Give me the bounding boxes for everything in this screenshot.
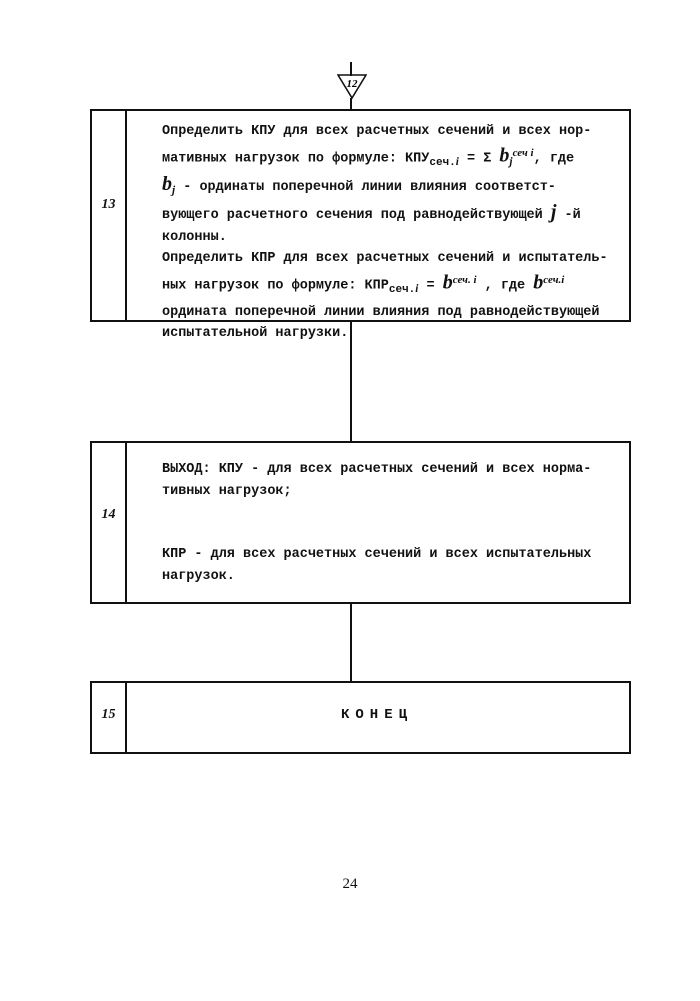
block-14-line: ВЫХОД: КПУ - для всех расчетных сечений и всех норма- xyxy=(162,462,592,477)
end-label: КОНЕЦ xyxy=(340,707,413,723)
process-block-13 xyxy=(90,109,631,342)
block-14-line: нагрузок. xyxy=(162,568,235,584)
block-13-line: ордината поперечной линии влияния под равнодействующей xyxy=(162,304,600,320)
block-13-formula-line: ных нагрузок по формуле: $КПР_{сеч.i} = b^{сеч. i}$ , где $b^{сеч.i}$ xyxy=(162,271,565,297)
block-14-line: КПР - для всех расчетных сечений и всех испытательных xyxy=(162,547,592,562)
output-block-14 xyxy=(90,441,631,604)
block-number: 14 xyxy=(101,507,116,522)
block-13-line: $b_j$ - ординаты поперечной линии влияния соответст- xyxy=(162,173,556,197)
block-number-column xyxy=(92,111,127,320)
block-number-column xyxy=(92,683,127,752)
off-page-connector xyxy=(337,74,367,100)
block-13-line: колонны. xyxy=(162,229,227,245)
block-number: 13 xyxy=(101,197,116,212)
block-number: 15 xyxy=(101,707,116,722)
block-13-line: Определить КПР для всех расчетных сечений и испытатель- xyxy=(162,251,608,267)
block-13-formula-line: мативных нагрузок по формуле: $КПУ_{сеч.i} = \Sigma$ $b_j^{сеч i}$, где xyxy=(162,144,575,169)
block-number-column xyxy=(92,443,127,602)
block-13-line: испытательной нагрузки. xyxy=(162,326,349,342)
block-14-text xyxy=(162,459,619,587)
block-13-line: вующего расчетного сечения под равнодействующей j -й xyxy=(162,201,581,224)
connector-14-15 xyxy=(350,604,352,682)
block-13-line: Определить КПУ для всех расчетных сечений и всех нор- xyxy=(162,124,592,139)
page-number: 24 xyxy=(342,876,358,892)
end-block-15 xyxy=(90,681,631,754)
off-page-connector-label: 12 xyxy=(346,78,358,90)
connector-13-14 xyxy=(350,322,352,442)
block-14-line: тивных нагрузок; xyxy=(162,483,292,499)
block-13-text xyxy=(162,121,619,345)
